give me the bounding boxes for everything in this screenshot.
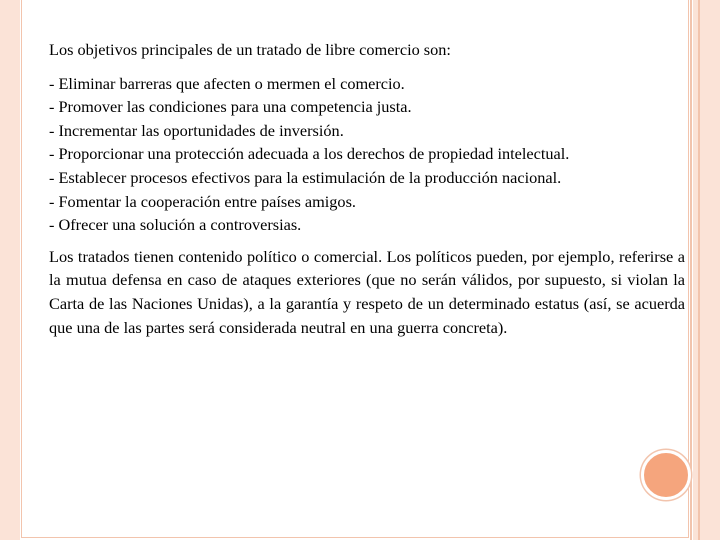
- right-decorative-line-outer: [698, 0, 700, 540]
- objective-item: - Eliminar barreras que afecten o mermen el comercio.: [49, 73, 405, 93]
- objectives-list: [49, 72, 685, 237]
- slide-content: [49, 38, 685, 339]
- objective-item: - Establecer procesos efectivos para la estimulación de la producción nacional.: [49, 167, 562, 187]
- objective-item: - Fomentar la cooperación entre países amigos.: [49, 191, 356, 211]
- treaties-paragraph: Los tratados tienen contenido político o comercial. Los políticos pueden, por ejemplo, referirse a la mutua defensa en caso de ataques exteriores (que no serán válidos, por supuesto, si violan la Carta de las Naciones Unidas), a la garantía y respeto de un determinado estatus (así, se acuerda que una de las partes será considerada neutral en una guerra concreta).: [49, 246, 685, 337]
- right-decorative-line-inner: [690, 0, 692, 540]
- decorative-circle: [641, 450, 691, 500]
- objective-item: - Proporcionar una protección adecuada a los derechos de propiedad intelectual.: [49, 144, 570, 164]
- intro-text: Los objetivos principales de un tratado de libre comercio son:: [49, 40, 451, 59]
- objective-item: - Ofrecer una solución a controversias.: [49, 215, 302, 235]
- objective-item: - Promover las condiciones para una competencia justa.: [49, 97, 412, 117]
- objective-item: - Incrementar las oportunidades de inversión.: [49, 120, 344, 140]
- left-decorative-band: [0, 0, 20, 540]
